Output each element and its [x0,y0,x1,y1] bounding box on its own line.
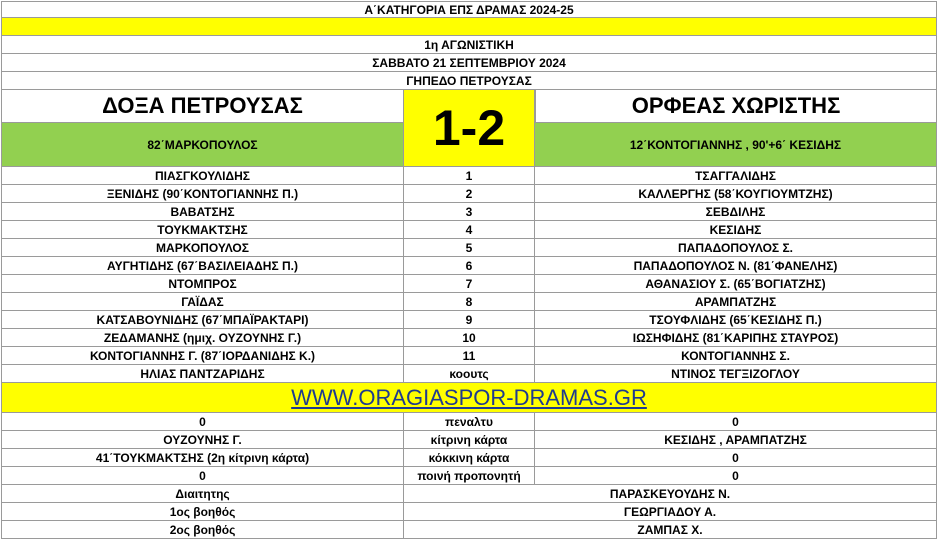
official-name: ΠΑΡΑΣΚΕΥΟΥΔΗΣ Ν. [404,485,937,503]
home-player: ΝΤΟΜΠΡΟΣ [1,275,404,293]
league-row [1,1,937,18]
match-date: ΣΑΒΒΑΤΟ 21 ΣΕΠΤΕΜΒΡΙΟΥ 2024 [1,54,937,72]
official-row [1,485,937,503]
shirt-number: 3 [404,203,535,221]
shirt-number: 4 [404,221,535,239]
away-team-name: ΟΡΦΕΑΣ ΧΩΡΙΣΤΗΣ [535,90,937,123]
yellow-band-top [1,18,937,36]
shirt-number: 7 [404,275,535,293]
yellow-band [1,18,937,36]
official-name: ΓΕΩΡΓΙΑΔΟΥ Α. [404,503,937,521]
date-row [1,54,937,72]
scoreboard [1,90,937,167]
away-player: ΚΕΣΙΔΗΣ [535,221,937,239]
shirt-number: 1 [404,167,535,185]
shirt-number: 11 [404,347,535,365]
home-player: ΓΑΪΔΑΣ [1,293,404,311]
home-stat: 0 [1,413,404,431]
stat-label: κίτρινη κάρτα [404,431,535,449]
official-role: Διαιτητης [1,485,404,503]
away-player: ΤΣΑΓΓΑΛΙΔΗΣ [535,167,937,185]
lineup-row [1,185,937,203]
coach-label: κοουτς [404,365,535,383]
home-block [1,90,404,167]
shirt-number: 8 [404,293,535,311]
home-player: ΚΑΤΣΑΒΟΥΝΙΔΗΣ (67΄ΜΠΑΪΡΑΚΤΑΡΙ) [1,311,404,329]
shirt-number: 5 [404,239,535,257]
shirt-number: 9 [404,311,535,329]
home-scorers: 82΄ΜΑΡΚΟΠΟΥΛΟΣ [1,123,404,167]
coaches-row [1,365,937,383]
home-player: ΑΥΓΗΤΙΔΗΣ (67΄ΒΑΣΙΛΕΙΑΔΗΣ Π.) [1,257,404,275]
away-player: ΠΑΠΑΔΟΠΟΥΛΟΣ Ν. (81΄ΦΑΝΕΛΗΣ) [535,257,937,275]
shirt-number: 2 [404,185,535,203]
away-scorers: 12΄ΚΟΝΤΟΓΙΑΝΝΗΣ , 90'+6΄ ΚΕΣΙΔΗΣ [535,123,937,167]
official-name: ΖΑΜΠΑΣ Χ. [404,521,937,539]
officials-table [1,485,937,539]
home-player: ΚΟΝΤΟΓΙΑΝΝΗΣ Γ. (87΄ΙΟΡΔΑΝΙΔΗΣ Κ.) [1,347,404,365]
away-coach: ΝΤΙΝΟΣ ΤΕΓΞΙΖΟΓΛΟΥ [535,365,937,383]
away-player: ΚΑΛΛΕΡΓΗΣ (58΄ΚΟΥΓΙΟΥΜΤΖΗΣ) [535,185,937,203]
home-player: ΜΑΡΚΟΠΟΥΛΟΣ [1,239,404,257]
lineup-row [1,203,937,221]
home-stat: ΟΥΖΟΥΝΗΣ Γ. [1,431,404,449]
lineup-row [1,329,937,347]
official-row [1,521,937,539]
venue-row [1,72,937,90]
league-title: Α΄ΚΑΤΗΓΟΡΙΑ ΕΠΣ ΔΡΑΜΑΣ 2024-25 [1,1,937,18]
match-venue: ΓΗΠΕΔΟ ΠΕΤΡΟΥΣΑΣ [1,72,937,90]
lineup-row [1,293,937,311]
away-player: ΠΑΠΑΔΟΠΟΥΛΟΣ Σ. [535,239,937,257]
website-link[interactable]: WWW.ORAGIASPOR-DRAMAS.GR [1,383,937,413]
official-row [1,503,937,521]
lineup-row [1,239,937,257]
round-row [1,36,937,54]
away-player: ΙΩΣΗΦΙΔΗΣ (81΄ΚΑΡΙΠΗΣ ΣΤΑΥΡΟΣ) [535,329,937,347]
stat-row [1,413,937,431]
lineup-row [1,311,937,329]
away-block [535,90,937,167]
shirt-number: 6 [404,257,535,275]
final-score: 1-2 [404,90,535,167]
lineup-row [1,275,937,293]
away-stat: ΚΕΣΙΔΗΣ , ΑΡΑΜΠΑΤΖΗΣ [535,431,937,449]
home-stat: 0 [1,467,404,485]
lineup-row [1,257,937,275]
stat-label: πεναλτυ [404,413,535,431]
away-stat: 0 [535,449,937,467]
website-row [1,383,937,413]
home-stat: 41΄ΤΟΥΚΜΑΚΤΣΗΣ (2η κίτρινη κάρτα) [1,449,404,467]
lineup-row [1,347,937,365]
away-player: ΚΟΝΤΟΓΙΑΝΝΗΣ Σ. [535,347,937,365]
stat-row [1,431,937,449]
home-player: ΤΟΥΚΜΑΚΤΣΗΣ [1,221,404,239]
away-stat: 0 [535,467,937,485]
stat-row [1,467,937,485]
home-player: ΠΙΑΣΓΚΟΥΛΙΔΗΣ [1,167,404,185]
home-player: ΒΑΒΑΤΣΗΣ [1,203,404,221]
home-coach: ΗΛΙΑΣ ΠΑΝΤΖΑΡΙΔΗΣ [1,365,404,383]
stat-label: ποινή προπονητή [404,467,535,485]
official-role: 2ος βοηθός [1,521,404,539]
lineup-row [1,167,937,185]
match-stats-table [1,413,937,485]
away-player: ΣΕΒΔΙΛΗΣ [535,203,937,221]
away-stat: 0 [535,413,937,431]
match-report-sheet [1,1,937,539]
away-player: ΑΘΑΝΑΣΙΟΥ Σ. (65΄ΒΟΓΙΑΤΖΗΣ) [535,275,937,293]
away-player: ΤΣΟΥΦΛΙΔΗΣ (65΄ΚΕΣΙΔΗΣ Π.) [535,311,937,329]
official-role: 1ος βοηθός [1,503,404,521]
round-label: 1η ΑΓΩΝΙΣΤΙΚΗ [1,36,937,54]
lineups-table [1,167,937,383]
home-team-name: ΔΟΞΑ ΠΕΤΡΟΥΣΑΣ [1,90,404,123]
home-player: ΖΕΔΑΜΑΝΗΣ (ημιχ. ΟΥΖΟΥΝΗΣ Γ.) [1,329,404,347]
stat-label: κόκκινη κάρτα [404,449,535,467]
stat-row [1,449,937,467]
home-player: ΞΕΝΙΔΗΣ (90΄ΚΟΝΤΟΓΙΑΝΝΗΣ Π.) [1,185,404,203]
away-player: ΑΡΑΜΠΑΤΖΗΣ [535,293,937,311]
lineup-row [1,221,937,239]
shirt-number: 10 [404,329,535,347]
